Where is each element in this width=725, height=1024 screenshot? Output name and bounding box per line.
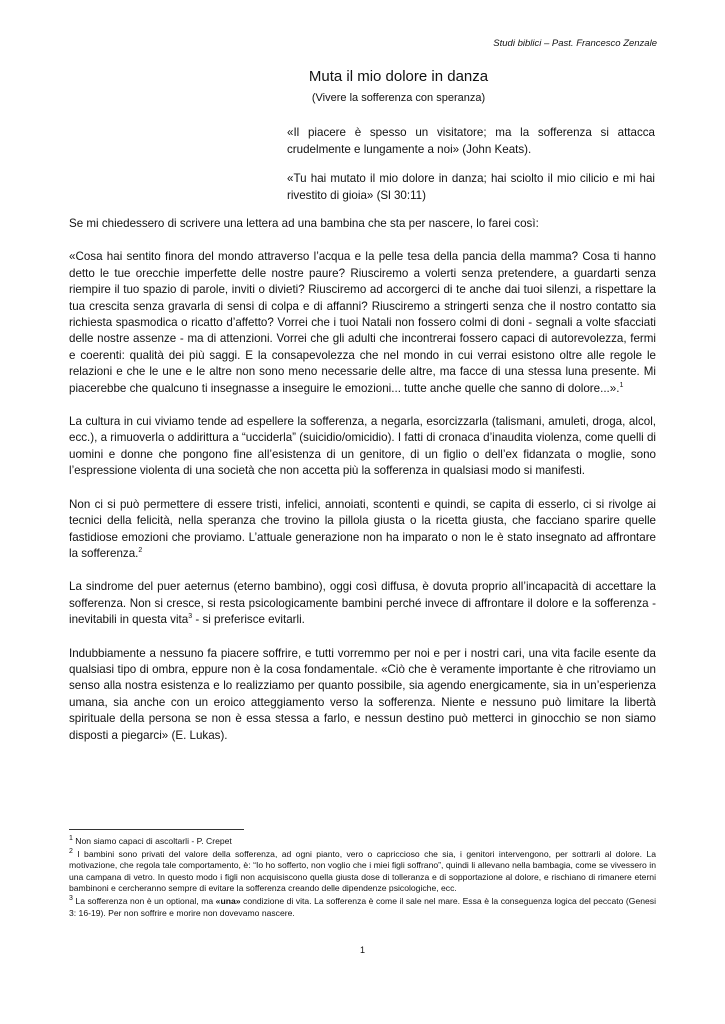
footnote-1-number: 1 (69, 835, 73, 843)
footnote-3-text-a: La sofferenza non è un optional, ma (72, 895, 216, 906)
paragraph-puer-text-b: - si preferisce evitarli. (192, 613, 305, 627)
footnotes (69, 836, 656, 920)
footnote-2-number: 2 (69, 847, 73, 855)
footnote-1-text: Non siamo capaci di ascoltarli - P. Crepet (72, 836, 232, 846)
footnote-2 (69, 849, 656, 895)
footnote-3-number: 3 (69, 895, 73, 903)
footnote-3-text-b: condizione di vita. La sofferenza è come il sale nel mare. Essa è la conseguenza logica del peccato (Genesi 3: 16-19). Per non soffrire e morire non dovevamo nascere. (69, 895, 656, 918)
paragraph-culture: La cultura in cui viviamo tende ad espellere la sofferenza, a negarla, esorcizzarla (talismani, amuleti, droga, alcol, ecc.), a rimuoverla o addirittura a “ucciderla” (suicidio/omicidio). I fatti di cronaca d’inaudita violenza, come quelli di uomini e donne che pongono fine all’esistenza di un genitore, di un figlio o dell’ex fidanzata o moglie, sono l’espressione violenta di una società che non accetta più la sofferenza in qualsiasi modo si manifesti. (69, 415, 656, 478)
epigraph-quote-keats: «Il piacere è spesso un visitatore; ma la sofferenza si attacca crudelmente e lungamente a noi» (John Keats). (287, 126, 655, 156)
footnote-separator (69, 829, 244, 830)
paragraph-puer-aeternus (69, 579, 656, 628)
epigraph-quote-psalm: «Tu hai mutato il mio dolore in danza; hai sciolto il mio cilicio e mi hai rivestito di gioia» (Sl 30:11) (287, 172, 655, 202)
document-title: Muta il mio dolore in danza (308, 68, 489, 85)
paragraph-intro: Se mi chiedessero di scrivere una lettera ad una bambina che sta per nascere, lo farei così: (69, 217, 539, 230)
paragraph-puer-text-a: La sindrome del puer aeternus (eterno bambino), oggi così diffusa, è dovuta proprio all’incapacità di accettare la sofferenza. Non si cresce, si resta psicologicamente bambini perché invece di affrontare il dolore e la sofferenza - inevitabili in questa vita (69, 580, 656, 627)
paragraph-happiness (69, 497, 656, 563)
footnote-1 (69, 836, 656, 848)
footnote-2-text: I bambini sono privati del valore della sofferenza, ad ogni pianto, vero o capriccioso che sia, i genitori intervengono, per sottrarli al dolore. La motivazione, che regola tale comportamento, è: “Io ho sofferto, non voglio che i miei figli soffrano”, quindi li allevano nella bambagia, come se vivessero in una campana di vetro. In questo modo i figli non acquisiscono quella giusta dose di tolleranza e di sopportazione al dolore, e rischiano di rimanere eterni bambinoni e cercheranno sempre di evitare la sofferenza creando delle dipendenze psicologiche, ecc. (69, 848, 656, 894)
paragraph-letter (69, 249, 656, 397)
paragraph-happiness-text: Non ci si può permettere di essere tristi, infelici, annoiati, scontenti e quindi, se capita di esserlo, ci si rivolge ai tecnici della felicità, nella speranza che trovino la pillola giusta o la ricetta giusta, che facciano sparire quelle fastidiose emozioni che proviamo. L’attuale generazione non ha imparato o non le è stato insegnato ad affrontare la sofferenza. (69, 497, 656, 560)
footnote-3-bold: «una» (215, 895, 241, 906)
paragraph-lukas: Indubbiamente a nessuno fa piacere soffrire, e tutti vorremmo per noi e per i nostri cari, una vita facile esente da qualsiasi tipo di ombra, eppure non è la cosa fondamentale. «Ciò che è veramente importante è che ritroviamo un senso alla nostra esistenza e lo realizziamo per quanto possibile, sia agendo energicamente, sia in un’esperienza umana, sia anche con un eroico atteggiamento verso la sofferenza. Niente e nessuno può limitare la libertà spirituale della persona se non è essa stessa a farlo, e nessun destino può metterci in ginocchio se non siamo disposti a piegarci» (E. Lukas). (69, 646, 656, 742)
page-number: 1 (359, 945, 365, 955)
running-header: Studi biblici – Past. Francesco Zenzale (493, 38, 657, 49)
footnote-3 (69, 896, 656, 919)
footnote-ref-1: 1 (619, 381, 624, 389)
footnote-ref-2: 2 (138, 547, 143, 555)
paragraph-letter-text: «Cosa hai sentito finora del mondo attraverso l’acqua e la pelle tesa della pancia della mamma? Cosa ti hanno detto le tue orecchie imperfette delle nostre paure? Riusciremo a volerti senza pretendere, a guardarti senza riempire il tuo spazio di parole, inviti o divieti? Riusciremo ad accorgerci di te anche dai tuoi silenzi, a rispettare la tua crescita senza gravarla di sensi di colpa e di affanni? Riusciremo a stringerti senza che il nostro contatto sia richiesta spasmodica o ricatto d’affetto? Vorrei che i tuoi Natali non fossero colmi di doni - segnali a volte sfacciati delle nostre assenze - ma di attenzioni. Vorrei che gli adulti che incontrerai fossero capaci di autorevolezza, fermi e coerenti: qualità dei più saggi. E la consapevolezza che nel mondo in cui verrai esistono oltre alle regole le relazioni e che le une e le altre non sono meno necessarie delle altre, ma facce di una stessa luna presente. Mi piacerebbe che qualcuno ti insegnasse a inseguire le emozioni... tutte anche quelle che sanno di dolore...». (69, 250, 656, 395)
footnote-ref-3: 3 (188, 613, 193, 621)
document-subtitle: (Vivere la sofferenza con speranza) (311, 92, 486, 104)
document-body (69, 216, 656, 761)
